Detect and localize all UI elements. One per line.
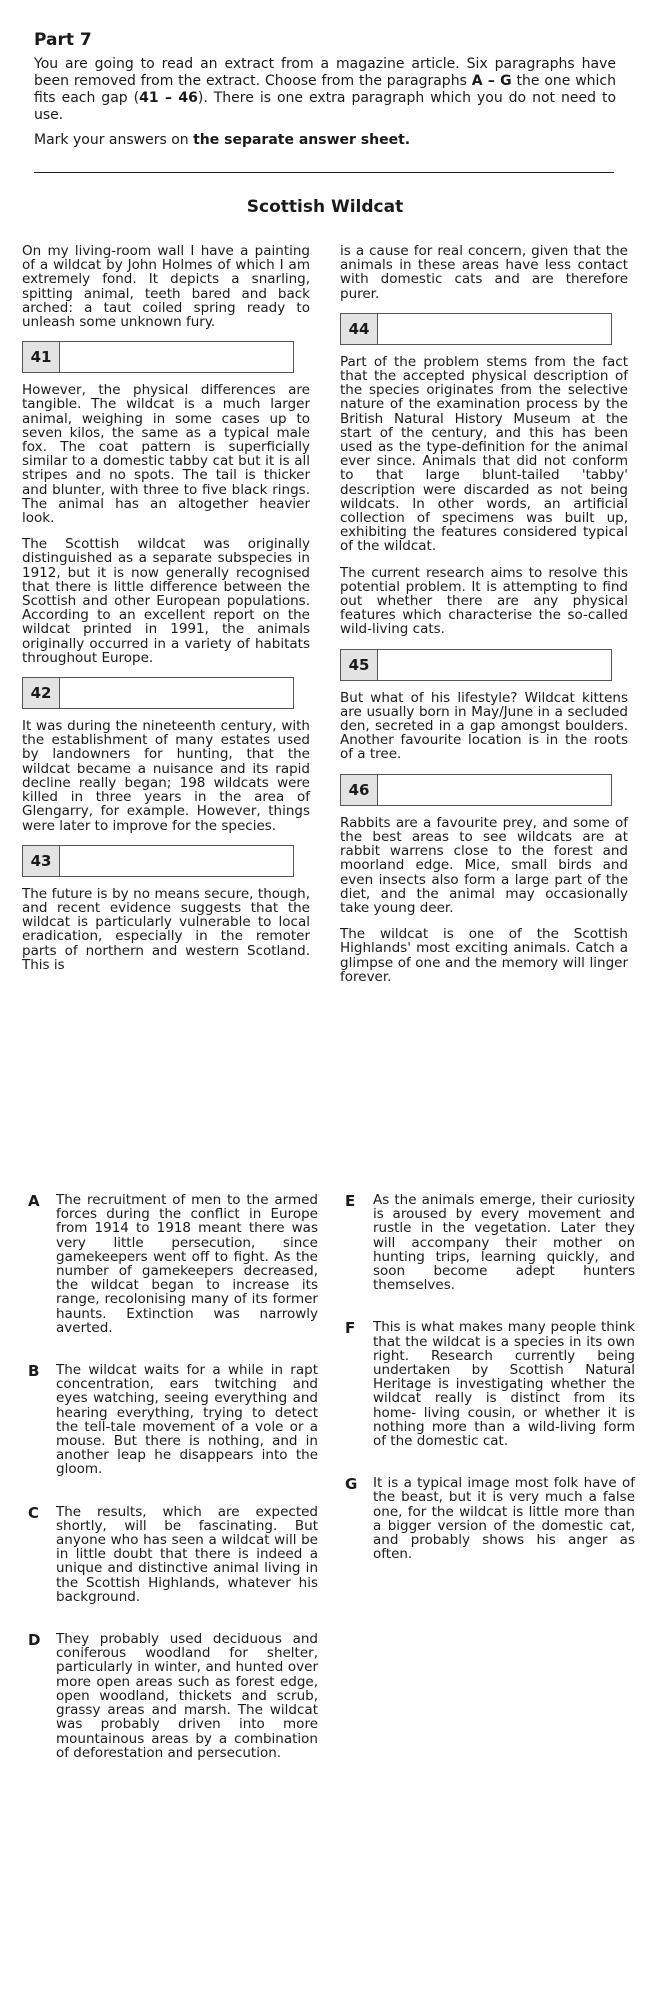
answer-sheet-label: the separate answer sheet. — [193, 132, 411, 148]
option-letter: C — [28, 1503, 40, 1522]
gap-41-box[interactable] — [22, 341, 294, 373]
article-paragraph: Rabbits are a favourite prey, and some of the best areas to see wildcats are at rabbit warrens close to the forest and moorland edge. Mice, small birds and even insects also form a large part of the diet, and the animal may occasionally take young deer. — [340, 814, 628, 916]
gap-answer-space[interactable] — [378, 650, 611, 680]
gap-answer-space[interactable] — [378, 775, 611, 805]
option-letter: A — [28, 1192, 40, 1210]
gap-number: 43 — [23, 846, 60, 876]
article-paragraph: However, the physical differences are tangible. The wildcat is a much larger animal, weighing in some cases up to seven kilos, the same as a typical male fox. The coat pattern is superficially similar to a domestic tabby cat but it is all stripes and no spots. The tail is thicker and blunter, with three to five black rings. The animal has an altogether heavier look. — [22, 382, 310, 527]
gap-number: 42 — [23, 678, 60, 708]
option-text: The wildcat waits for a while in rapt concentration, ears twitching and eyes watching, seeing everything and hearing everything, trying to detect the tell-tale movement of a vole or a mouse. But there is nothing, and in another leap he disappears into the gloom. — [56, 1362, 318, 1478]
option-b — [28, 1363, 318, 1477]
instr-text-1: You are going to read an extract from a magazine article. Six paragraphs have been removed from the extract. Choose from the paragraphs — [34, 56, 616, 89]
article-left-column — [22, 244, 310, 984]
option-e — [345, 1193, 635, 1292]
option-a — [28, 1193, 318, 1335]
instructions-header — [34, 30, 616, 157]
option-text: As the animals emerge, their curiosity is aroused by every movement and rustle in the vegetation. Later they will accompany their mother on hunting trips, learning quickly, and soon become adept hunters themselves. — [373, 1192, 635, 1294]
instructions-text — [34, 56, 616, 124]
article-paragraph: But what of his lifestyle? Wildcat kittens are usually born in May/June in a secluded den, secreted in a gap amongst boulders. Another favourite location is in the roots of a tree. — [340, 689, 628, 763]
option-letter: F — [345, 1319, 356, 1338]
option-text: The results, which are expected shortly, will be fascinating. But anyone who has seen a wildcat will be in little doubt that there is indeed a unique and distinctive animal living in the Scottish Highlands, whatever his background. — [56, 1503, 318, 1605]
article-paragraph: The future is by no means secure, though, and recent evidence suggests that the wildcat is particularly vulnerable to local eradication, especially in the remoter parts of northern and western Scotland. This is — [22, 885, 310, 973]
option-letter: D — [28, 1631, 41, 1650]
option-letter: E — [345, 1192, 356, 1210]
option-text: It is a typical image most folk have of the beast, but it is very much a false one, for the wildcat is little more than a bigger version of the domestic cat, and probably shows his anger as often. — [373, 1475, 635, 1563]
option-text: The recruitment of men to the armed forces during the conflict in Europe from 1914 to 1918 meant there was very little persecution, since gamekeepers went off to fight. As the number of gamekeepers decreased, the wildcat began to increase its range, recolonising many of its former haunts. Extinction was narrowly averted. — [56, 1192, 318, 1336]
gap-range: 41 – 46 — [139, 90, 198, 106]
gap-number: 41 — [23, 342, 60, 372]
option-letter: B — [28, 1362, 40, 1381]
option-range: A – G — [471, 73, 512, 89]
option-f — [345, 1320, 635, 1448]
article-paragraph: It was during the nineteenth century, with the establishment of many estates used by landowners for hunting, that the wildcat became a nuisance and its rapid decline really began; 198 wildcats were killed in three years in the area of Glengarry, for example. However, things were later to improve for the species. — [22, 718, 310, 834]
options-right-column — [345, 1193, 635, 1589]
article-title: Scottish Wildcat — [246, 197, 404, 217]
option-text: This is what makes many people think that the wildcat is a species in its own right. Research currently being undertaken by Scottish Natural Heritage is investigating whether the wildcat really is distinct from its home- living cousin, or whether it is nothing more than a wild-living form of the domestic cat. — [373, 1319, 635, 1450]
gap-answer-space[interactable] — [60, 678, 293, 708]
option-text: They probably used deciduous and coniferous woodland for shelter, particularly in winter, and hunted over more open areas such as forest edge, open woodland, thickets and scrub, grassy areas and marsh. The wildcat was probably driven into more mountainous areas by a combination of deforestation and persecution. — [56, 1631, 318, 1761]
gap-45-box[interactable] — [340, 649, 612, 681]
gap-answer-space[interactable] — [60, 846, 293, 876]
gap-43-box[interactable] — [22, 845, 294, 877]
part-title: Part 7 — [34, 30, 92, 50]
gap-46-box[interactable] — [340, 774, 612, 806]
gap-number: 45 — [341, 650, 378, 680]
gap-number: 44 — [341, 314, 378, 344]
gap-answer-space[interactable] — [378, 314, 611, 344]
mark-answers-text — [34, 132, 616, 149]
mark-prefix: Mark your answers on — [34, 132, 189, 148]
article-paragraph: The current research aims to resolve this potential problem. It is attempting to find out whether there are any physical features which characterise the so-called wild-living cats. — [340, 564, 628, 638]
article-paragraph: Part of the problem stems from the fact that the accepted physical description of the species originates from the selective nature of the examination process by the British Natural History Museum at the start of the century, and this has been used as the type-definition for the animal ever since. Animals that did not conform to that large blunt-tailed 'tabby' description were discarded as not being wildcats. In other words, an artificial collection of specimens was built up, exhibiting the features considered typical of the wildcat. — [340, 353, 628, 555]
gap-answer-space[interactable] — [60, 342, 293, 372]
instr-text-3: ). There is one extra paragraph which you do not need to use. — [34, 90, 617, 123]
gap-42-box[interactable] — [22, 677, 294, 709]
options-left-column — [28, 1193, 318, 1788]
option-letter: G — [345, 1475, 358, 1494]
article-paragraph: The wildcat is one of the Scottish Highlands' most exciting animals. Catch a glimpse of one and the memory will linger forever. — [340, 926, 628, 985]
article-right-column — [340, 244, 628, 996]
article-paragraph: On my living-room wall I have a painting of a wildcat by John Holmes of which I am extremely fond. It depicts a snarling, spitting animal, teeth bared and back arched: a taut coiled spring ready to unleash some unknown fury. — [22, 243, 310, 331]
instr-text-2: the one which fits each gap ( — [34, 73, 617, 106]
gap-44-box[interactable] — [340, 313, 612, 345]
option-c — [28, 1505, 318, 1604]
divider-line — [34, 172, 614, 173]
gap-number: 46 — [341, 775, 378, 805]
article-paragraph: The Scottish wildcat was originally distinguished as a separate subspecies in 1912, but it is now generally recognised that there is little difference between the Scottish and other European populations. According to an excellent report on the wildcat printed in 1991, the animals originally occurred in a variety of habitats throughout Europe. — [22, 536, 310, 666]
article-paragraph: is a cause for real concern, given that the animals in these areas have less contact with domestic cats and are therefore purer. — [340, 243, 628, 302]
option-d — [28, 1632, 318, 1760]
option-g — [345, 1476, 635, 1561]
